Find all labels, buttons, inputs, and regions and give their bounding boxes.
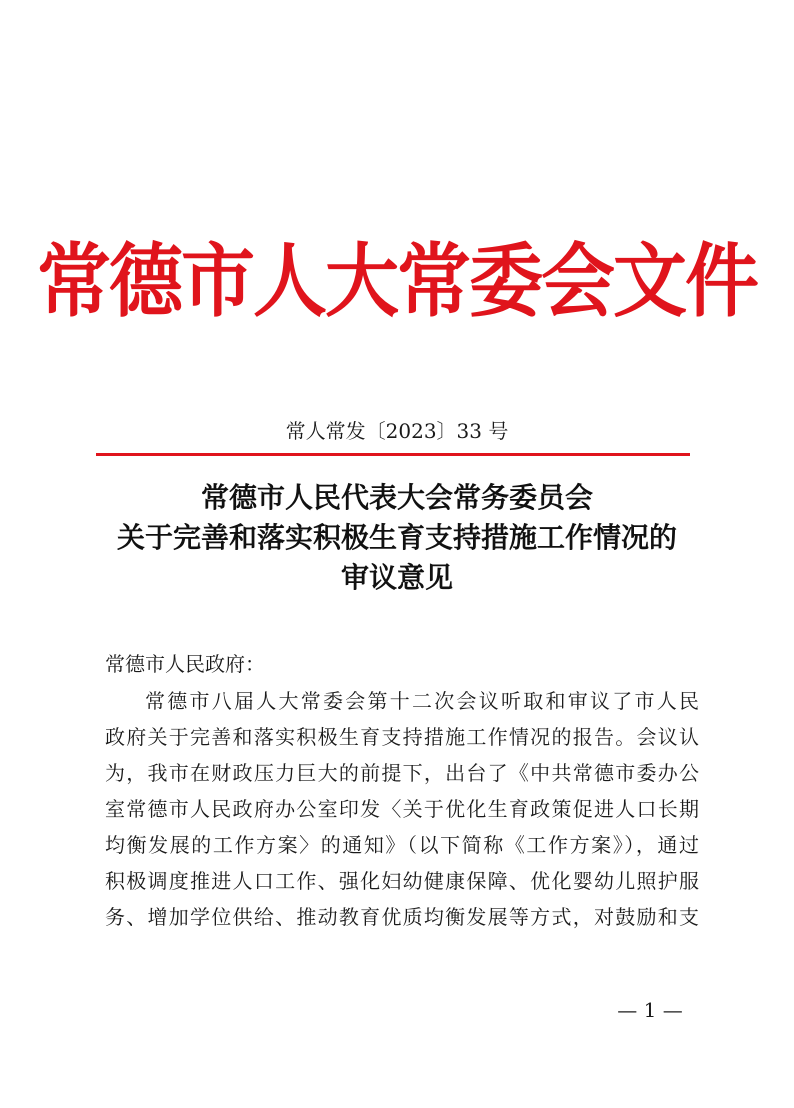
title-line-3: 审议意见 xyxy=(340,561,453,594)
body-line: 政府关于完善和落实积极生育支持措施工作情况的报告。会议认 xyxy=(105,725,699,749)
body-line: 室常德市人民政府办公室印发〈关于优化生育政策促进人口长期 xyxy=(105,797,699,821)
body-line: 常德市八届人大常委会第十二次会议听取和审议了市人民 xyxy=(145,689,699,713)
body-line: 务、增加学位供给、推动教育优质均衡发展等方式，对鼓励和支 xyxy=(105,905,699,929)
body-line: 积极调度推进人口工作、强化妇幼健康保障、优化婴幼儿照护服 xyxy=(105,869,699,893)
masthead-title: 常德市人大常委会文件 xyxy=(37,235,757,329)
page-number: — 1 — xyxy=(617,998,683,1022)
title-line-1: 常德市人民代表大会常务委员会 xyxy=(200,481,593,514)
body-line: 均衡发展的工作方案〉的通知》（以下简称《工作方案》），通过 xyxy=(105,833,699,857)
title-line-2: 关于完善和落实积极生育支持措施工作情况的 xyxy=(116,521,677,554)
red-divider xyxy=(96,453,690,456)
body-line: 为，我市在财政压力巨大的前提下，出台了《中共常德市委办公 xyxy=(105,761,699,785)
addressee: 常德市人民政府： xyxy=(105,652,265,676)
document-number: 常人常发〔2023〕33 号 xyxy=(285,419,509,443)
document-title xyxy=(0,478,794,598)
body-paragraph xyxy=(105,683,699,935)
